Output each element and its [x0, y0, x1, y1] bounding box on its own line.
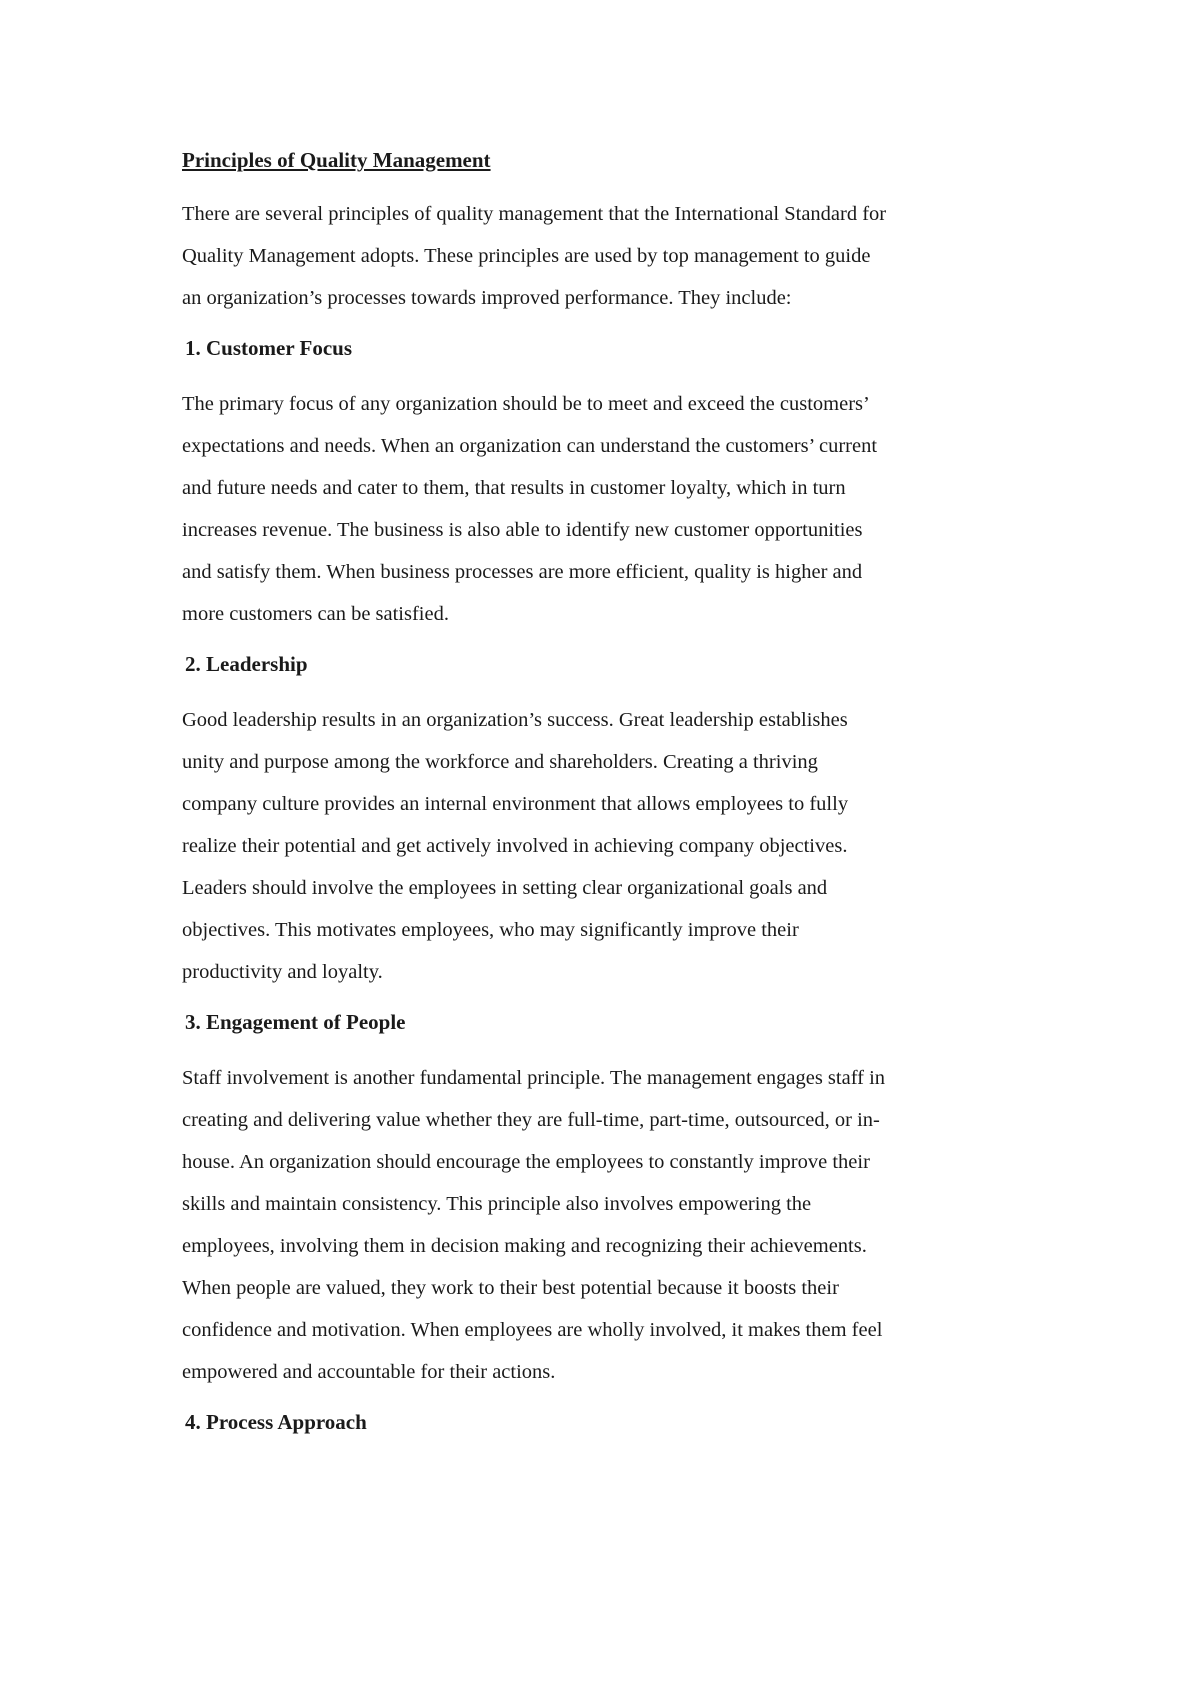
paragraph-line: When people are valued, they work to their best potential because it boosts their	[182, 1277, 839, 1299]
paragraph-line: company culture provides an internal environment that allows employees to fully	[182, 793, 849, 815]
paragraph-line: and satisfy them. When business processes are more efficient, quality is higher and	[182, 561, 863, 583]
leadership-paragraph	[182, 699, 1032, 993]
customer-focus-paragraph	[182, 383, 1032, 635]
document-body	[182, 146, 1032, 1457]
paragraph-line: more customers can be satisfied.	[182, 603, 449, 625]
paragraph-line: skills and maintain consistency. This principle also involves empowering the	[182, 1193, 812, 1215]
paragraph-line: Leaders should involve the employees in setting clear organizational goals and	[182, 877, 828, 899]
paragraph-line: creating and delivering value whether they are full-time, part-time, outsourced, or in-	[182, 1109, 880, 1131]
paragraph-line: realize their potential and get actively involved in achieving company objectives.	[182, 835, 848, 857]
paragraph-line: increases revenue. The business is also able to identify new customer opportunities	[182, 519, 863, 541]
paragraph-line: There are several principles of quality management that the International Standard for	[182, 203, 887, 225]
paragraph-line: unity and purpose among the workforce and shareholders. Creating a thriving	[182, 751, 818, 773]
document-title: Principles of Quality Management	[182, 148, 491, 172]
engagement-paragraph	[182, 1057, 1032, 1393]
paragraph-line: employees, involving them in decision making and recognizing their achievements.	[182, 1235, 867, 1257]
section-heading-customer-focus: 1. Customer Focus	[185, 336, 353, 360]
section-heading-leadership: 2. Leadership	[185, 652, 308, 676]
paragraph-line: The primary focus of any organization should be to meet and exceed the customers’	[182, 393, 870, 415]
paragraph-line: an organization’s processes towards improved performance. They include:	[182, 287, 792, 309]
paragraph-line: productivity and loyalty.	[182, 961, 383, 983]
paragraph-line: Good leadership results in an organization’s success. Great leadership establishes	[182, 709, 848, 731]
paragraph-line: confidence and motivation. When employees are wholly involved, it makes them feel	[182, 1319, 883, 1341]
paragraph-line: empowered and accountable for their actions.	[182, 1361, 556, 1383]
section-heading-engagement-of-people: 3. Engagement of People	[185, 1010, 406, 1034]
paragraph-line: Staff involvement is another fundamental principle. The management engages staff in	[182, 1067, 886, 1089]
paragraph-line: Quality Management adopts. These principles are used by top management to guide	[182, 245, 871, 267]
paragraph-line: expectations and needs. When an organization can understand the customers’ current	[182, 435, 878, 457]
paragraph-line: and future needs and cater to them, that results in customer loyalty, which in turn	[182, 477, 846, 499]
paragraph-line: house. An organization should encourage the employees to constantly improve their	[182, 1151, 870, 1173]
paragraph-line: objectives. This motivates employees, who may significantly improve their	[182, 919, 799, 941]
intro-paragraph	[182, 193, 1032, 319]
section-heading-process-approach: 4. Process Approach	[185, 1410, 367, 1434]
